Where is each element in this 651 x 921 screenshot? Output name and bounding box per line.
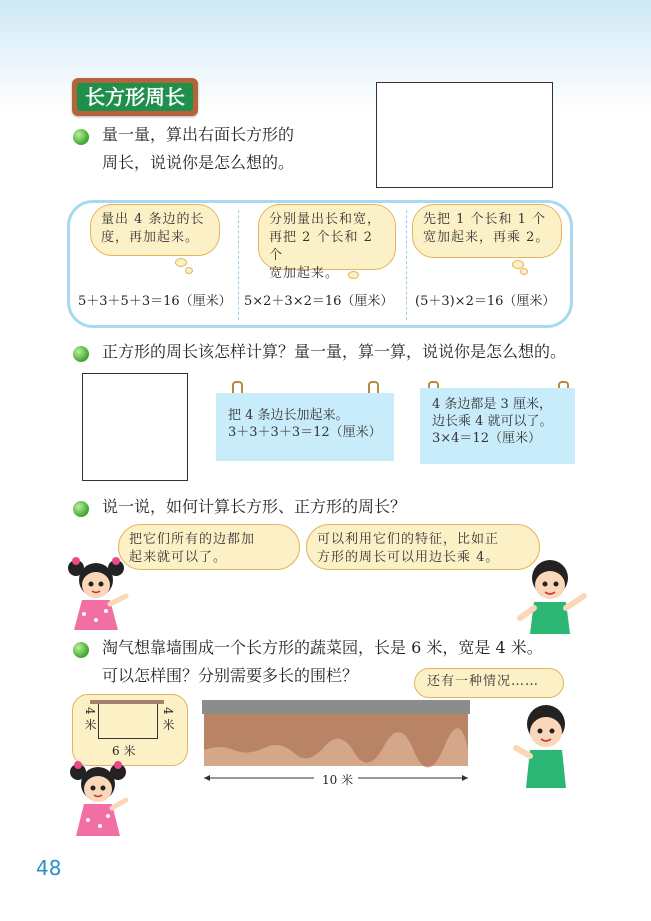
bubble-line: 度，再加起来。 (101, 230, 200, 245)
q4-line2: 可以怎样围？分别需要多长的围栏？ (102, 666, 359, 685)
boy-hint-bubble (414, 668, 564, 698)
section-title-board (72, 78, 198, 116)
method-1-bubble (90, 204, 220, 256)
divider (406, 210, 407, 320)
bullet-icon (73, 501, 89, 517)
boy-character-icon (510, 702, 582, 794)
divider (238, 210, 239, 320)
note-1 (216, 393, 394, 461)
method-2-bubble (258, 204, 396, 281)
bubble-line: 宽加起来。 (269, 266, 340, 281)
note-line: 3＋3＋3＋3＝12（厘米） (228, 425, 382, 440)
girl-character-icon (64, 760, 140, 842)
bubble-line: 把它们所有的边都加 (129, 532, 256, 547)
bullet-icon (73, 642, 89, 658)
wall-length-label: 10 米 (322, 773, 354, 787)
bubble-line: 起来就可以了。 (129, 550, 228, 565)
bubble-line: 方形的周长可以用边长乘 4。 (317, 550, 500, 565)
q4-line1: 淘气想靠墙围成一个长方形的蔬菜园，长是 6 米，宽是 4 米。 (102, 638, 543, 657)
note-line: 把 4 条边长加起来。 (228, 408, 349, 423)
method-3-formula: (5＋3)×2＝16（厘米） (415, 294, 556, 309)
section-title: 长方形周长 (77, 83, 193, 111)
method-1-formula: 5＋3＋5＋3＝16（厘米） (78, 294, 232, 309)
rectangle-figure (376, 82, 553, 188)
garden-left-label: 4 米 (83, 707, 97, 731)
method-2-formula: 5×2＋3×2＝16（厘米） (244, 294, 394, 309)
bubble-tail (348, 271, 359, 279)
bullet-icon (73, 346, 89, 362)
q1-line2: 周长，说说你是怎么想的。 (102, 153, 295, 172)
bubble-line: 再把 2 个长和 2 个 (269, 230, 373, 263)
bubble-line: 宽加起来，再乘 2。 (423, 230, 550, 245)
girl-speech-bubble (118, 524, 300, 570)
bubble-tail (175, 258, 187, 267)
bullet-icon (73, 129, 89, 145)
q3-text: 说一说，如何计算长方形、正方形的周长？ (102, 497, 407, 516)
boy-speech-bubble (306, 524, 540, 570)
bubble-line: 还有一种情况…… (427, 674, 540, 689)
bubble-tail (185, 267, 193, 274)
girl-character-icon (62, 556, 138, 636)
garden-right-label: 4 米 (161, 707, 175, 731)
note-line: 3×4＝12（厘米） (432, 431, 541, 446)
page-number: 48 (36, 856, 62, 880)
note-line: 边长乘 4 就可以了。 (432, 414, 553, 429)
boy-character-icon (514, 556, 592, 640)
garden-rectangle (98, 702, 158, 739)
q2-text: 正方形的周长该怎样计算？量一量，算一算，说说你是怎么想的。 (102, 342, 567, 361)
bubble-tail (520, 268, 528, 275)
q1-line1: 量一量，算出右面长方形的 (102, 125, 295, 144)
bubble-line: 分别量出长和宽， (269, 212, 382, 227)
bubble-line: 可以利用它们的特征，比如正 (317, 532, 500, 547)
bubble-line: 量出 4 条边的长 (101, 212, 205, 227)
garden-bottom-label: 6 米 (112, 744, 136, 758)
note-2 (420, 388, 575, 464)
garden-wall (90, 700, 164, 704)
method-3-bubble (412, 204, 562, 258)
bubble-line: 先把 1 个长和 1 个 (423, 212, 547, 227)
note-line: 4 条边都是 3 厘米， (432, 397, 552, 412)
square-figure (82, 373, 188, 481)
